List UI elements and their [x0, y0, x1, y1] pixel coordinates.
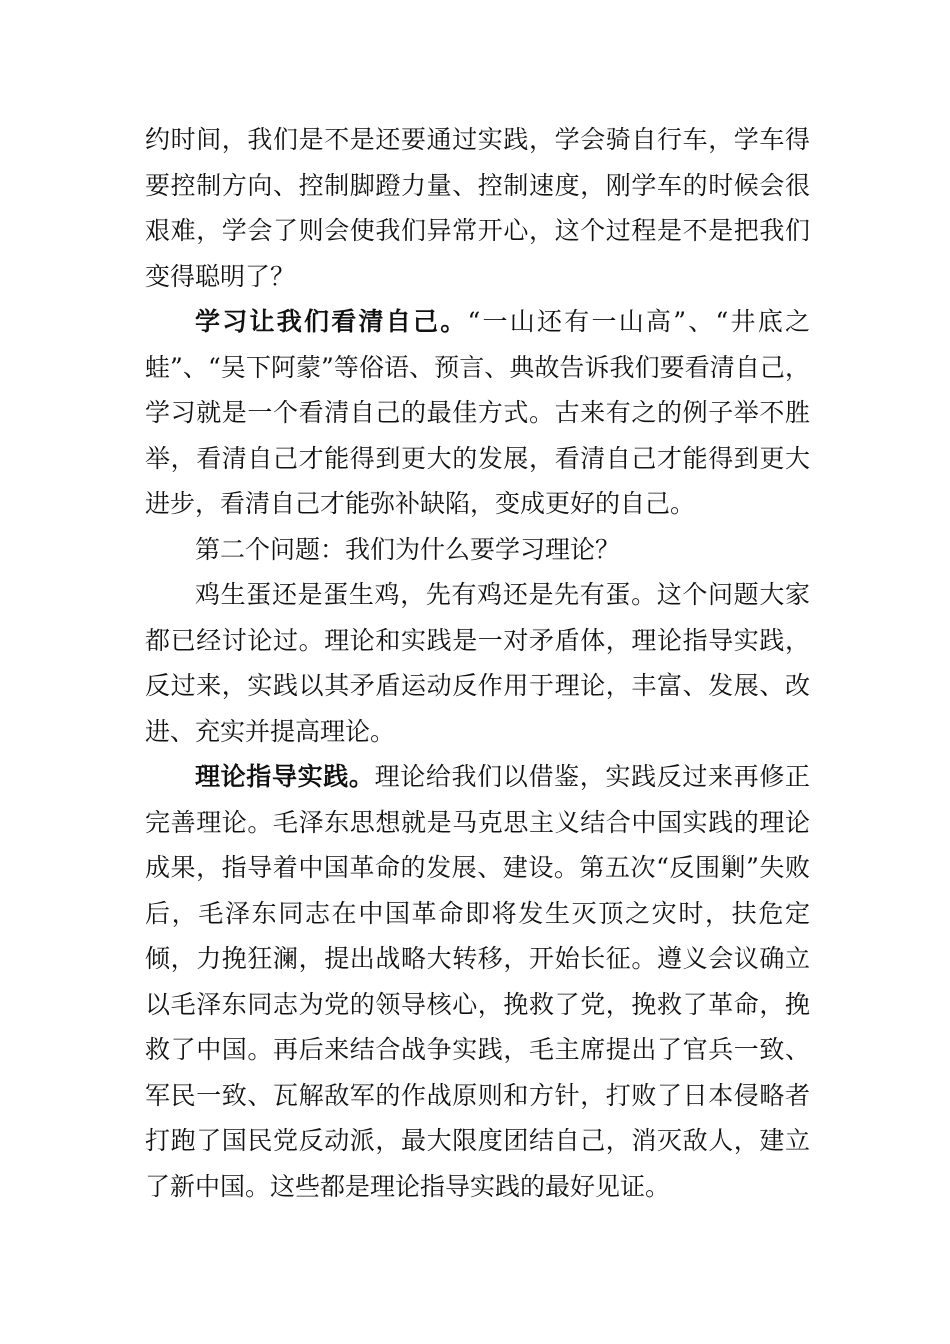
paragraph-3-text: 鸡生蛋还是蛋生鸡，先有鸡还是先有蛋。这个问题大家都已经讨论过。理论和实践是一对矛盾体，理论指导实践，反过来，实践以其矛盾运动反作用于理论，丰富、发展、改进、充实并提高理论。: [145, 580, 810, 746]
paragraph-2: [145, 299, 810, 527]
paragraph-1: [145, 117, 810, 299]
section-question-2: [145, 527, 810, 573]
paragraph-4-heading: 理论指导实践。: [195, 762, 375, 791]
paragraph-4-text: 理论给我们以借鉴，实践反过来再修正完善理论。毛泽东思想就是马克思主义结合中国实践的理论成果，指导着中国革命的发展、建设。第五次“反围剿”失败后，毛泽东同志在中国革命即将发生灭顶之灾时，扶危定倾，力挽狂澜，提出战略大转移，开始长征。遵义会议确立以毛泽东同志为党的领导核心，挽救了党，挽救了革命，挽救了中国。再后来结合战争实践，毛主席提出了官兵一致、军民一致、瓦解敌军的作战原则和方针，打败了日本侵略者打跑了国民党反动派，最大限度团结自己，消灭敌人，建立了新中国。这些都是理论指导实践的最好见证。: [145, 762, 810, 1201]
paragraph-3: [145, 572, 810, 754]
paragraph-1-text: 约时间，我们是不是还要通过实践，学会骑自行车，学车得要控制方向、控制脚蹬力量、控制速度，刚学车的时候会很艰难，学会了则会使我们异常开心，这个过程是不是把我们变得聪明了？: [145, 125, 810, 291]
paragraph-4: [145, 754, 810, 1209]
paragraph-2-text: “一山还有一山高”、“井底之蛙”、“吴下阿蒙”等俗语、预言、典故告诉我们要看清自己，学习就是一个看清自己的最佳方式。古来有之的例子举不胜举，看清自己才能得到更大的发展，看清自己才能得到更大进步，看清自己才能弥补缺陷，变成更好的自己。: [145, 307, 811, 518]
paragraph-2-heading: 学习让我们看清自己。: [195, 307, 468, 336]
document-body: [145, 117, 810, 1209]
section-question-2-text: 第二个问题：我们为什么要学习理论？: [195, 534, 621, 564]
